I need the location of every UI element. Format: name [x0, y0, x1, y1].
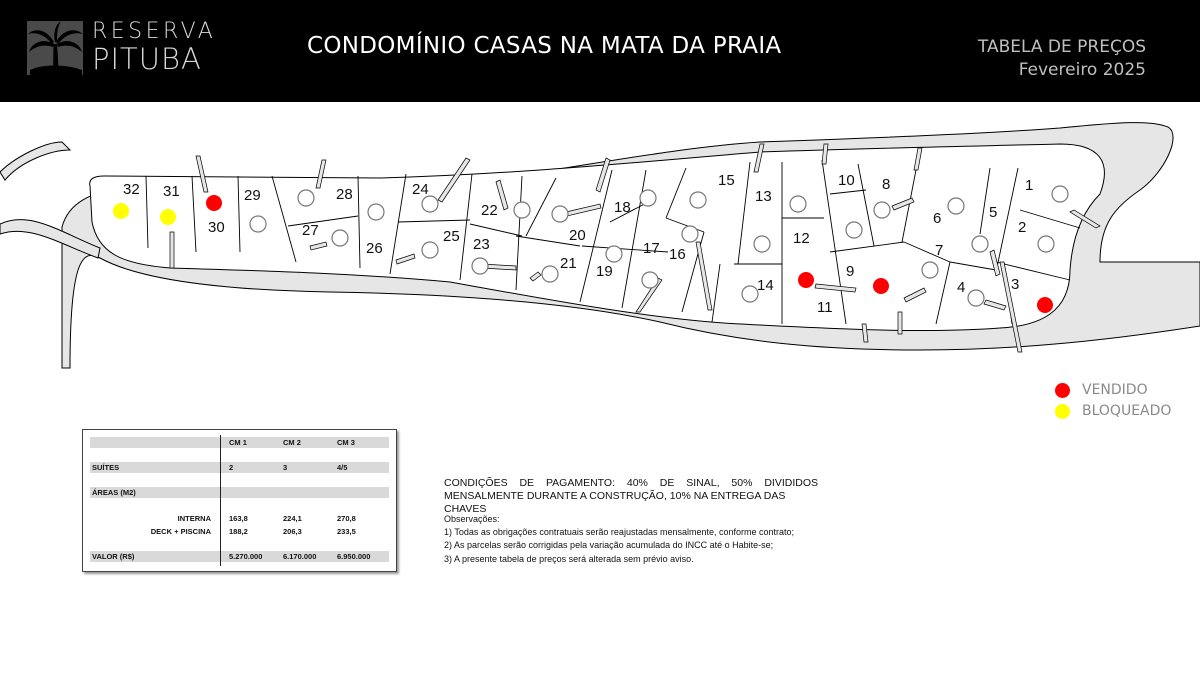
suites-cm2: 3 [283, 463, 288, 472]
suites-label: SUÍTES [92, 463, 120, 472]
lot-11-sold-marker [798, 272, 814, 288]
header-bar [0, 0, 1200, 102]
north-road-branch [0, 142, 70, 180]
lot-30-label: 30 [208, 219, 225, 236]
payment-conditions-line-2: MENSALMENTE DURANTE A CONSTRUÇÃO, 10% NA ENTREGA DAS CHAVES [444, 490, 786, 515]
lot-32-label: 32 [123, 181, 140, 198]
lot-27-label: 27 [302, 222, 319, 239]
lot-area [90, 144, 1105, 331]
suites-cm1: 2 [229, 463, 234, 472]
suites-cm3: 4/5 [337, 463, 348, 472]
palm-tree-icon [26, 20, 86, 78]
lot-9-sold-marker [873, 278, 889, 294]
valor-cm3: 6.950.000 [337, 552, 371, 561]
sold-dot-icon [1055, 383, 1070, 398]
header-cm2: CM 2 [283, 438, 301, 447]
lot-12-label: 12 [793, 230, 810, 247]
lot-32-blocked-marker [113, 203, 129, 219]
deck-cm3: 233,5 [337, 527, 356, 536]
lot-22-label: 22 [481, 202, 498, 219]
lot-7-label: 7 [935, 242, 944, 259]
lot-6-label: 6 [933, 210, 942, 227]
observations-title: Observações: [444, 514, 500, 524]
site-plan-map [0, 102, 1200, 392]
lot-19-label: 19 [596, 263, 613, 280]
lot-4-label: 4 [957, 279, 966, 296]
lot-9-label: 9 [846, 263, 855, 280]
areas-label: ÁREAS (M2) [92, 488, 136, 497]
header-cm1: CM 1 [229, 438, 247, 447]
interna-cm2: 224,1 [283, 514, 302, 523]
lot-21-label: 21 [560, 255, 577, 272]
interna-cm3: 270,8 [337, 514, 356, 523]
observation-2: 2) As parcelas serão corrigidas pela variação acumulada do INCC até o Habite-se; [444, 540, 774, 550]
lot-24-label: 24 [412, 181, 429, 198]
price-table-date: Fevereiro 2025 [1018, 60, 1146, 80]
lot-3-sold-marker [1037, 297, 1053, 313]
lot-5-label: 5 [989, 204, 998, 221]
lot-14-label: 14 [757, 277, 774, 294]
lot-25-label: 25 [443, 228, 460, 245]
page-title: CONDOMÍNIO CASAS NA MATA DA PRAIA [307, 33, 782, 59]
brand-line-1: RESERVA [92, 19, 217, 44]
lot-30-sold-marker [206, 195, 222, 211]
deck-cm1: 188,2 [229, 527, 248, 536]
lot-2-label: 2 [1018, 219, 1027, 236]
interna-label: INTERNA [177, 514, 211, 523]
lot-20-label: 20 [569, 227, 586, 244]
price-table [82, 429, 397, 572]
lot-29-label: 29 [244, 187, 261, 204]
lot-23-label: 23 [473, 236, 490, 253]
deck-cm2: 206,3 [283, 527, 302, 536]
payment-conditions-line-1: CONDIÇÕES DE PAGAMENTO: 40% DE SINAL, 50% DIVIDIDOS [444, 477, 818, 489]
lot-16-label: 16 [669, 246, 686, 263]
legend-sold-label: VENDIDO [1082, 382, 1148, 398]
blocked-dot-icon [1055, 404, 1070, 419]
lot-18-label: 18 [614, 199, 631, 216]
header-cm3: CM 3 [337, 438, 355, 447]
valor-label: VALOR (R$) [92, 552, 135, 561]
lot-17-label: 17 [643, 240, 660, 257]
legend-blocked-label: BLOQUEADO [1082, 403, 1172, 419]
lot-1-label: 1 [1025, 177, 1034, 194]
lot-8-label: 8 [882, 176, 891, 193]
brand-line-2: PITUBA [92, 42, 202, 76]
table-divider [220, 435, 221, 566]
lot-31-label: 31 [163, 183, 180, 200]
lot-28-label: 28 [336, 186, 353, 203]
lot-26-label: 26 [366, 240, 383, 257]
deck-label: DECK + PISCINA [150, 527, 211, 536]
lot-3-label: 3 [1011, 276, 1020, 293]
observation-1: 1) Todas as obrigações contratuais serão reajustadas mensalmente, conforme contrato; [444, 527, 795, 537]
lot-13-label: 13 [755, 188, 772, 205]
valor-cm2: 6.170.000 [283, 552, 317, 561]
brand-logo [26, 18, 226, 80]
lot-11-label: 11 [817, 299, 833, 316]
observation-3: 3) A presente tabela de preços será alterada sem prévio aviso. [444, 554, 694, 564]
valor-cm1: 5.270.000 [229, 552, 263, 561]
lot-15-label: 15 [718, 172, 735, 189]
lot-31-blocked-marker [160, 209, 176, 225]
interna-cm1: 163,8 [229, 514, 248, 523]
lot-10-label: 10 [838, 172, 855, 189]
price-table-label: TABELA DE PREÇOS [977, 37, 1146, 57]
price-table-title [978, 36, 1146, 82]
